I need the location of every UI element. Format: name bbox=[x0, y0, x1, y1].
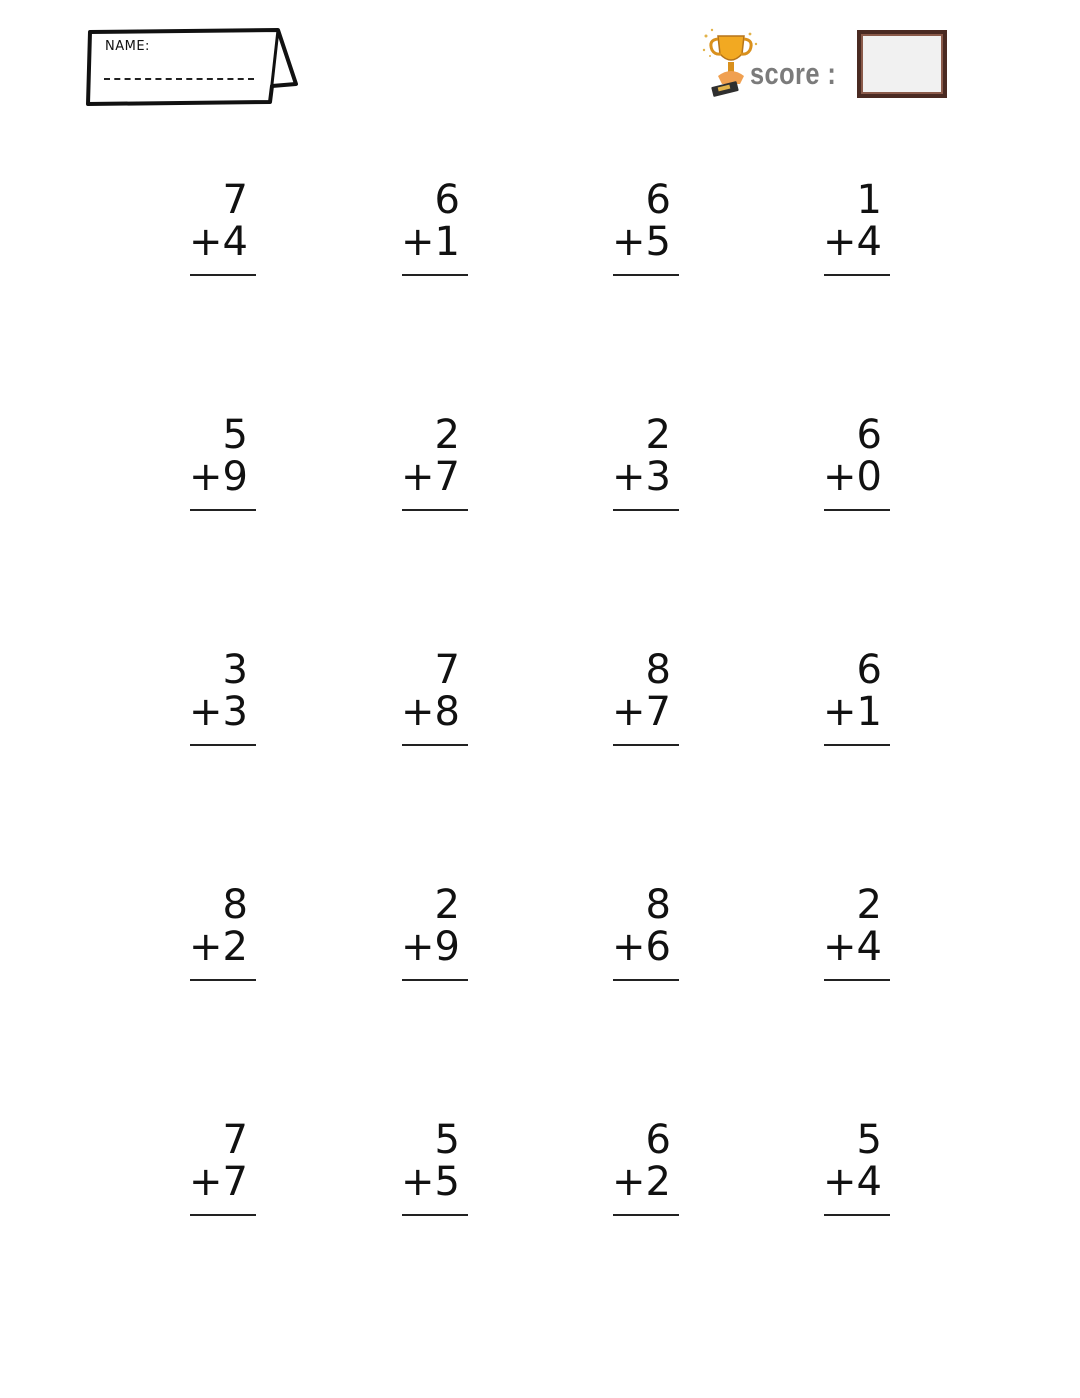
score-label: score : bbox=[750, 56, 837, 91]
problem-4 bbox=[824, 178, 890, 278]
problem-2 bbox=[402, 178, 468, 278]
name-label: NAME: bbox=[105, 39, 150, 54]
problem-addend: +1 bbox=[401, 219, 460, 265]
problem-addend: +3 bbox=[189, 689, 248, 735]
problem-top-number: 6 bbox=[856, 412, 882, 458]
problem-top-number: 2 bbox=[434, 882, 460, 928]
problem-addend: +7 bbox=[612, 689, 671, 735]
problem-top-number: 3 bbox=[222, 647, 248, 693]
problem-top-number: 8 bbox=[222, 882, 248, 928]
problem-top-number: 7 bbox=[222, 177, 248, 223]
problem-top-number: 6 bbox=[856, 647, 882, 693]
score-area bbox=[700, 26, 950, 100]
problem-addend: +8 bbox=[401, 689, 460, 735]
answer-line[interactable] bbox=[402, 979, 468, 981]
problem-top-number: 2 bbox=[434, 412, 460, 458]
problem-top-number: 6 bbox=[645, 177, 671, 223]
problem-addend: +3 bbox=[612, 454, 671, 500]
problem-14 bbox=[402, 883, 468, 983]
problem-top-number: 7 bbox=[434, 647, 460, 693]
problem-7 bbox=[613, 413, 679, 513]
answer-line[interactable] bbox=[190, 274, 256, 276]
problem-10 bbox=[402, 648, 468, 748]
problem-addend: +7 bbox=[401, 454, 460, 500]
name-card bbox=[84, 26, 298, 110]
problem-3 bbox=[613, 178, 679, 278]
problem-top-number: 8 bbox=[645, 882, 671, 928]
problem-top-number: 8 bbox=[645, 647, 671, 693]
answer-line[interactable] bbox=[190, 744, 256, 746]
problem-top-number: 6 bbox=[434, 177, 460, 223]
answer-line[interactable] bbox=[824, 509, 890, 511]
problem-addend: +4 bbox=[823, 219, 882, 265]
problem-top-number: 2 bbox=[856, 882, 882, 928]
answer-line[interactable] bbox=[402, 274, 468, 276]
problem-8 bbox=[824, 413, 890, 513]
answer-line[interactable] bbox=[190, 1214, 256, 1216]
problem-addend: +6 bbox=[612, 924, 671, 970]
problem-top-number: 7 bbox=[222, 1117, 248, 1163]
problem-addend: +2 bbox=[189, 924, 248, 970]
problem-16 bbox=[824, 883, 890, 983]
problem-addend: +9 bbox=[401, 924, 460, 970]
answer-line[interactable] bbox=[613, 979, 679, 981]
problem-13 bbox=[190, 883, 256, 983]
problem-addend: +7 bbox=[189, 1159, 248, 1205]
problem-top-number: 5 bbox=[434, 1117, 460, 1163]
answer-line[interactable] bbox=[613, 1214, 679, 1216]
answer-line[interactable] bbox=[613, 744, 679, 746]
score-box[interactable] bbox=[857, 30, 947, 98]
answer-line[interactable] bbox=[402, 744, 468, 746]
problem-9 bbox=[190, 648, 256, 748]
problem-top-number: 5 bbox=[222, 412, 248, 458]
problem-addend: +4 bbox=[823, 1159, 882, 1205]
problem-addend: +5 bbox=[612, 219, 671, 265]
problem-addend: +4 bbox=[189, 219, 248, 265]
answer-line[interactable] bbox=[402, 509, 468, 511]
problem-top-number: 6 bbox=[645, 1117, 671, 1163]
problem-addend: +2 bbox=[612, 1159, 671, 1205]
problem-1 bbox=[190, 178, 256, 278]
problem-6 bbox=[402, 413, 468, 513]
answer-line[interactable] bbox=[824, 744, 890, 746]
problem-top-number: 5 bbox=[856, 1117, 882, 1163]
problem-top-number: 1 bbox=[856, 177, 882, 223]
problem-addend: +5 bbox=[401, 1159, 460, 1205]
problem-addend: +9 bbox=[189, 454, 248, 500]
problem-5 bbox=[190, 413, 256, 513]
problem-top-number: 2 bbox=[645, 412, 671, 458]
answer-line[interactable] bbox=[824, 1214, 890, 1216]
answer-line[interactable] bbox=[824, 274, 890, 276]
problem-20 bbox=[824, 1118, 890, 1218]
problem-15 bbox=[613, 883, 679, 983]
problem-18 bbox=[402, 1118, 468, 1218]
problem-addend: +0 bbox=[823, 454, 882, 500]
answer-line[interactable] bbox=[402, 1214, 468, 1216]
problem-12 bbox=[824, 648, 890, 748]
answer-line[interactable] bbox=[613, 274, 679, 276]
answer-line[interactable] bbox=[613, 509, 679, 511]
name-line[interactable] bbox=[104, 78, 254, 80]
answer-line[interactable] bbox=[190, 979, 256, 981]
answer-line[interactable] bbox=[824, 979, 890, 981]
problem-19 bbox=[613, 1118, 679, 1218]
problem-11 bbox=[613, 648, 679, 748]
problem-addend: +4 bbox=[823, 924, 882, 970]
problem-addend: +1 bbox=[823, 689, 882, 735]
answer-line[interactable] bbox=[190, 509, 256, 511]
problem-17 bbox=[190, 1118, 256, 1218]
